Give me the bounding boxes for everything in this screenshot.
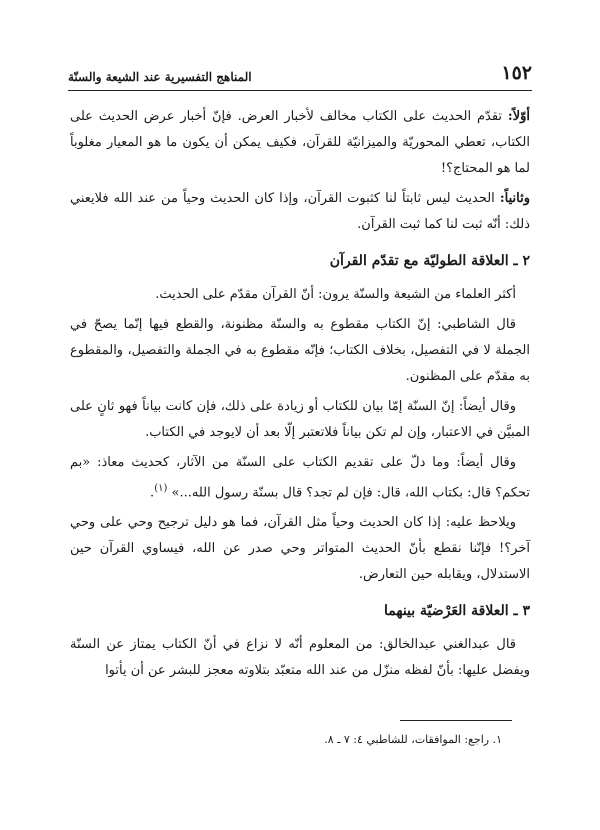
paragraph: ويلاحظ عليه: إذا كان الحديث وحياً مثل القرآن، فما هو دليل ترجيح وحي على وحي آخر؟! فإنّنا نقطع بأنّ الحديث المتواتر وحي صدر عن الله، فيساوي القرآن حين الاستدلال، ويقابله حين التعارض.	[70, 515, 530, 583]
paragraph-second-point: وثانياً: الحديث ليس ثابتاً لنا كثبوت القرآن، وإذا كان الحديث وحياً من عند الله فلايعني ذلك: أنّه ثبت لنا كما ثبت القرآن.	[70, 191, 530, 232]
footnote-rule	[400, 720, 512, 721]
body-text	[70, 104, 530, 688]
paragraph: وقال أيضاً: وما دلّ على تقديم الكتاب على السنّة من الآثار، كحديث معاذ: «بم تحكم؟ قال: بكتاب الله، قال: فإن لم تجد؟ قال بسنّة رسول الله...» $^{(١)}$.	[70, 455, 530, 501]
paragraph: قال الشاطبي: إنّ الكتاب مقطوع به والسنّة مظنونة، والقطع فيها إنّما يصحّ في الجملة لا في التفصيل، بخلاف الكتاب؛ فإنّه مقطوع به في الجملة والتفصيل، والمقطوع به مقدّم على المظنون.	[70, 317, 530, 384]
running-title: المناهج التفسيرية عند الشيعة والسنّة	[68, 70, 252, 84]
footnote-marker: (١)	[154, 483, 168, 494]
page-number: ١٥٢	[501, 62, 532, 84]
paragraph: أكثر العلماء من الشيعة والسنّة يرون: أنّ القرآن مقدّم على الحديث.	[155, 287, 516, 302]
page-header	[68, 60, 532, 84]
footnote: ١. راجع: الموافقات، للشاطبي ٤: ٧ ـ ٨.	[324, 733, 502, 746]
paragraph-first-point: أوّلاً: تقدّم الحديث على الكتاب مخالف لأخبار العرض. فإنّ أخبار عرض الحديث على الكتاب، تعطي المحوريّة والميزانيّة للقرآن، فكيف يمكن أن يكون ما هو المعيار مغلوباً لما هو المحتاج؟!	[70, 109, 530, 176]
section-heading-3: ٣ ـ العلاقة العَرْضيّة بينهما	[384, 603, 530, 620]
section-heading-2: ٢ ـ العلاقة الطوليّة مع تقدّم القرآن	[329, 253, 530, 269]
paragraph: وقال أيضاً: إنّ السنّة إمّا بيان للكتاب أو زيادة على ذلك، فإن كانت بياناً فهو ثانٍ على المبيَّن في الاعتبار، وإن لم تكن بياناً فلاتعتبر إلّا بعد أن لايوجد في الكتاب.	[70, 399, 530, 440]
header-rule	[68, 90, 532, 91]
paragraph: قال عبدالغني عبدالخالق: من المعلوم أنّه لا نزاع في أنّ الكتاب يمتاز عن السنّة ويفضل عليها: بأنّ لفظه منزّل من عند الله متعبّد بتلاوته معجز للبشر عن أن يأتوا	[70, 637, 530, 679]
